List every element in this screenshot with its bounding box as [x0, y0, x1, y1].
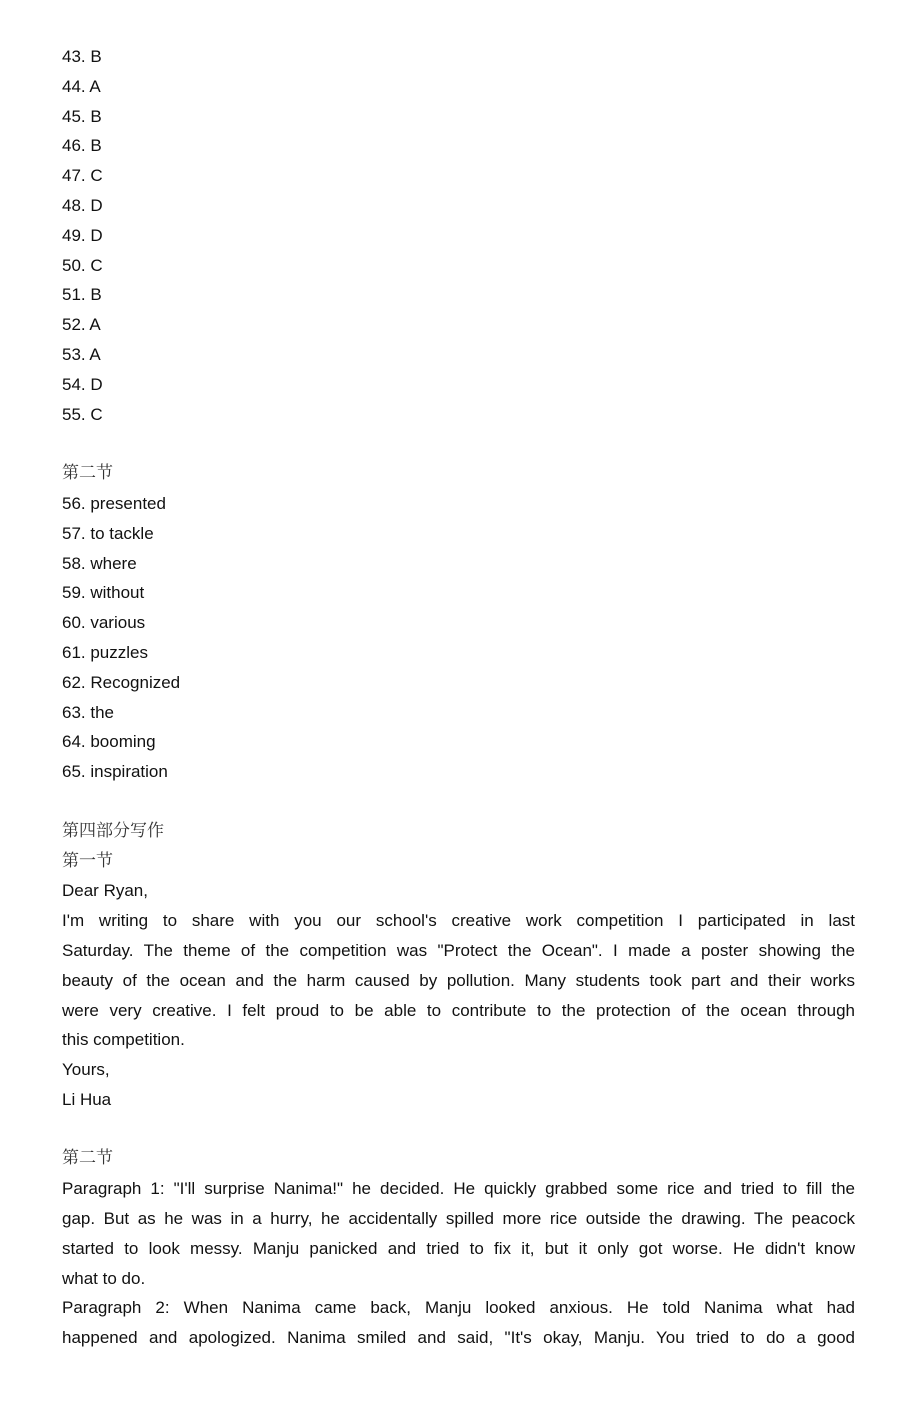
answer-item: 64. booming — [62, 732, 156, 752]
paragraph-line: Paragraph 1: "I'll surprise Nanima!" he decided. He quickly grabbed some rice and tried to fill the — [62, 1179, 855, 1199]
paragraph-line: started to look messy. Manju panicked and tried to fix it, but it only got worse. He didn't know — [62, 1238, 855, 1258]
writing-section — [62, 817, 855, 1353]
answer-item: 65. inspiration — [62, 762, 168, 782]
answer-item: 51. B — [62, 285, 102, 305]
letter — [62, 876, 855, 1114]
answer-item: 58. where — [62, 553, 137, 573]
section-heading: 第二节 — [62, 463, 113, 484]
letter-body-line: were very creative. I felt proud to be able to contribute to the protection of the ocean through — [62, 1000, 855, 1020]
spacer — [62, 429, 855, 459]
answer-item: 55. C — [62, 404, 103, 424]
answer-item: 59. without — [62, 583, 145, 603]
answer-item: 44. A — [62, 76, 101, 96]
section-heading: 第一节 — [62, 850, 113, 871]
answer-item: 49. D — [62, 225, 103, 245]
letter-body-line: Saturday. The theme of the competition was "Protect the Ocean". I made a poster showing the — [62, 940, 855, 960]
answer-item: 47. C — [62, 166, 103, 186]
document-page — [62, 42, 855, 1353]
spacer — [62, 787, 855, 817]
letter-body-line: I'm writing to share with you our school's creative work competition I participated in last — [62, 911, 855, 931]
answer-item: 56. presented — [62, 493, 166, 513]
paragraph-line: Paragraph 2: When Nanima came back, Manju looked anxious. He told Nanima what had — [62, 1298, 855, 1318]
letter-signature: Li Hua — [62, 1089, 112, 1109]
answer-item: 46. B — [62, 136, 102, 156]
answer-item: 48. D — [62, 195, 103, 215]
answer-item: 62. Recognized — [62, 672, 181, 692]
spacer — [62, 1115, 855, 1145]
part-heading: 第四部分写作 — [62, 820, 164, 841]
answer-item: 63. the — [62, 702, 114, 722]
answer-item: 57. to tackle — [62, 523, 154, 543]
answer-item: 43. B — [62, 47, 102, 66]
answer-item: 45. B — [62, 106, 102, 126]
answer-item: 53. A — [62, 344, 101, 364]
section2-answer-list — [62, 459, 855, 787]
answer-item: 52. A — [62, 315, 101, 335]
paragraph-2 — [62, 1293, 855, 1353]
paragraph-line: gap. But as he was in a hurry, he accidentally spilled more rice outside the drawing. The peacock — [62, 1209, 855, 1229]
paragraph-line: what to do. — [62, 1268, 146, 1288]
letter-closing: Yours, — [62, 1060, 110, 1080]
answer-item: 61. puzzles — [62, 642, 148, 662]
answer-item: 54. D — [62, 374, 103, 394]
answer-item: 50. C — [62, 255, 103, 275]
letter-greeting: Dear Ryan, — [62, 881, 148, 901]
section1-answer-list — [62, 42, 855, 429]
section-heading: 第二节 — [62, 1148, 113, 1169]
answer-item: 60. various — [62, 613, 146, 633]
letter-body-line: this competition. — [62, 1030, 185, 1050]
paragraph-1 — [62, 1174, 855, 1293]
paragraph-line: happened and apologized. Nanima smiled and said, "It's okay, Manju. You tried to do a good — [62, 1328, 855, 1348]
letter-body-line: beauty of the ocean and the harm caused by pollution. Many students took part and their works — [62, 970, 855, 990]
